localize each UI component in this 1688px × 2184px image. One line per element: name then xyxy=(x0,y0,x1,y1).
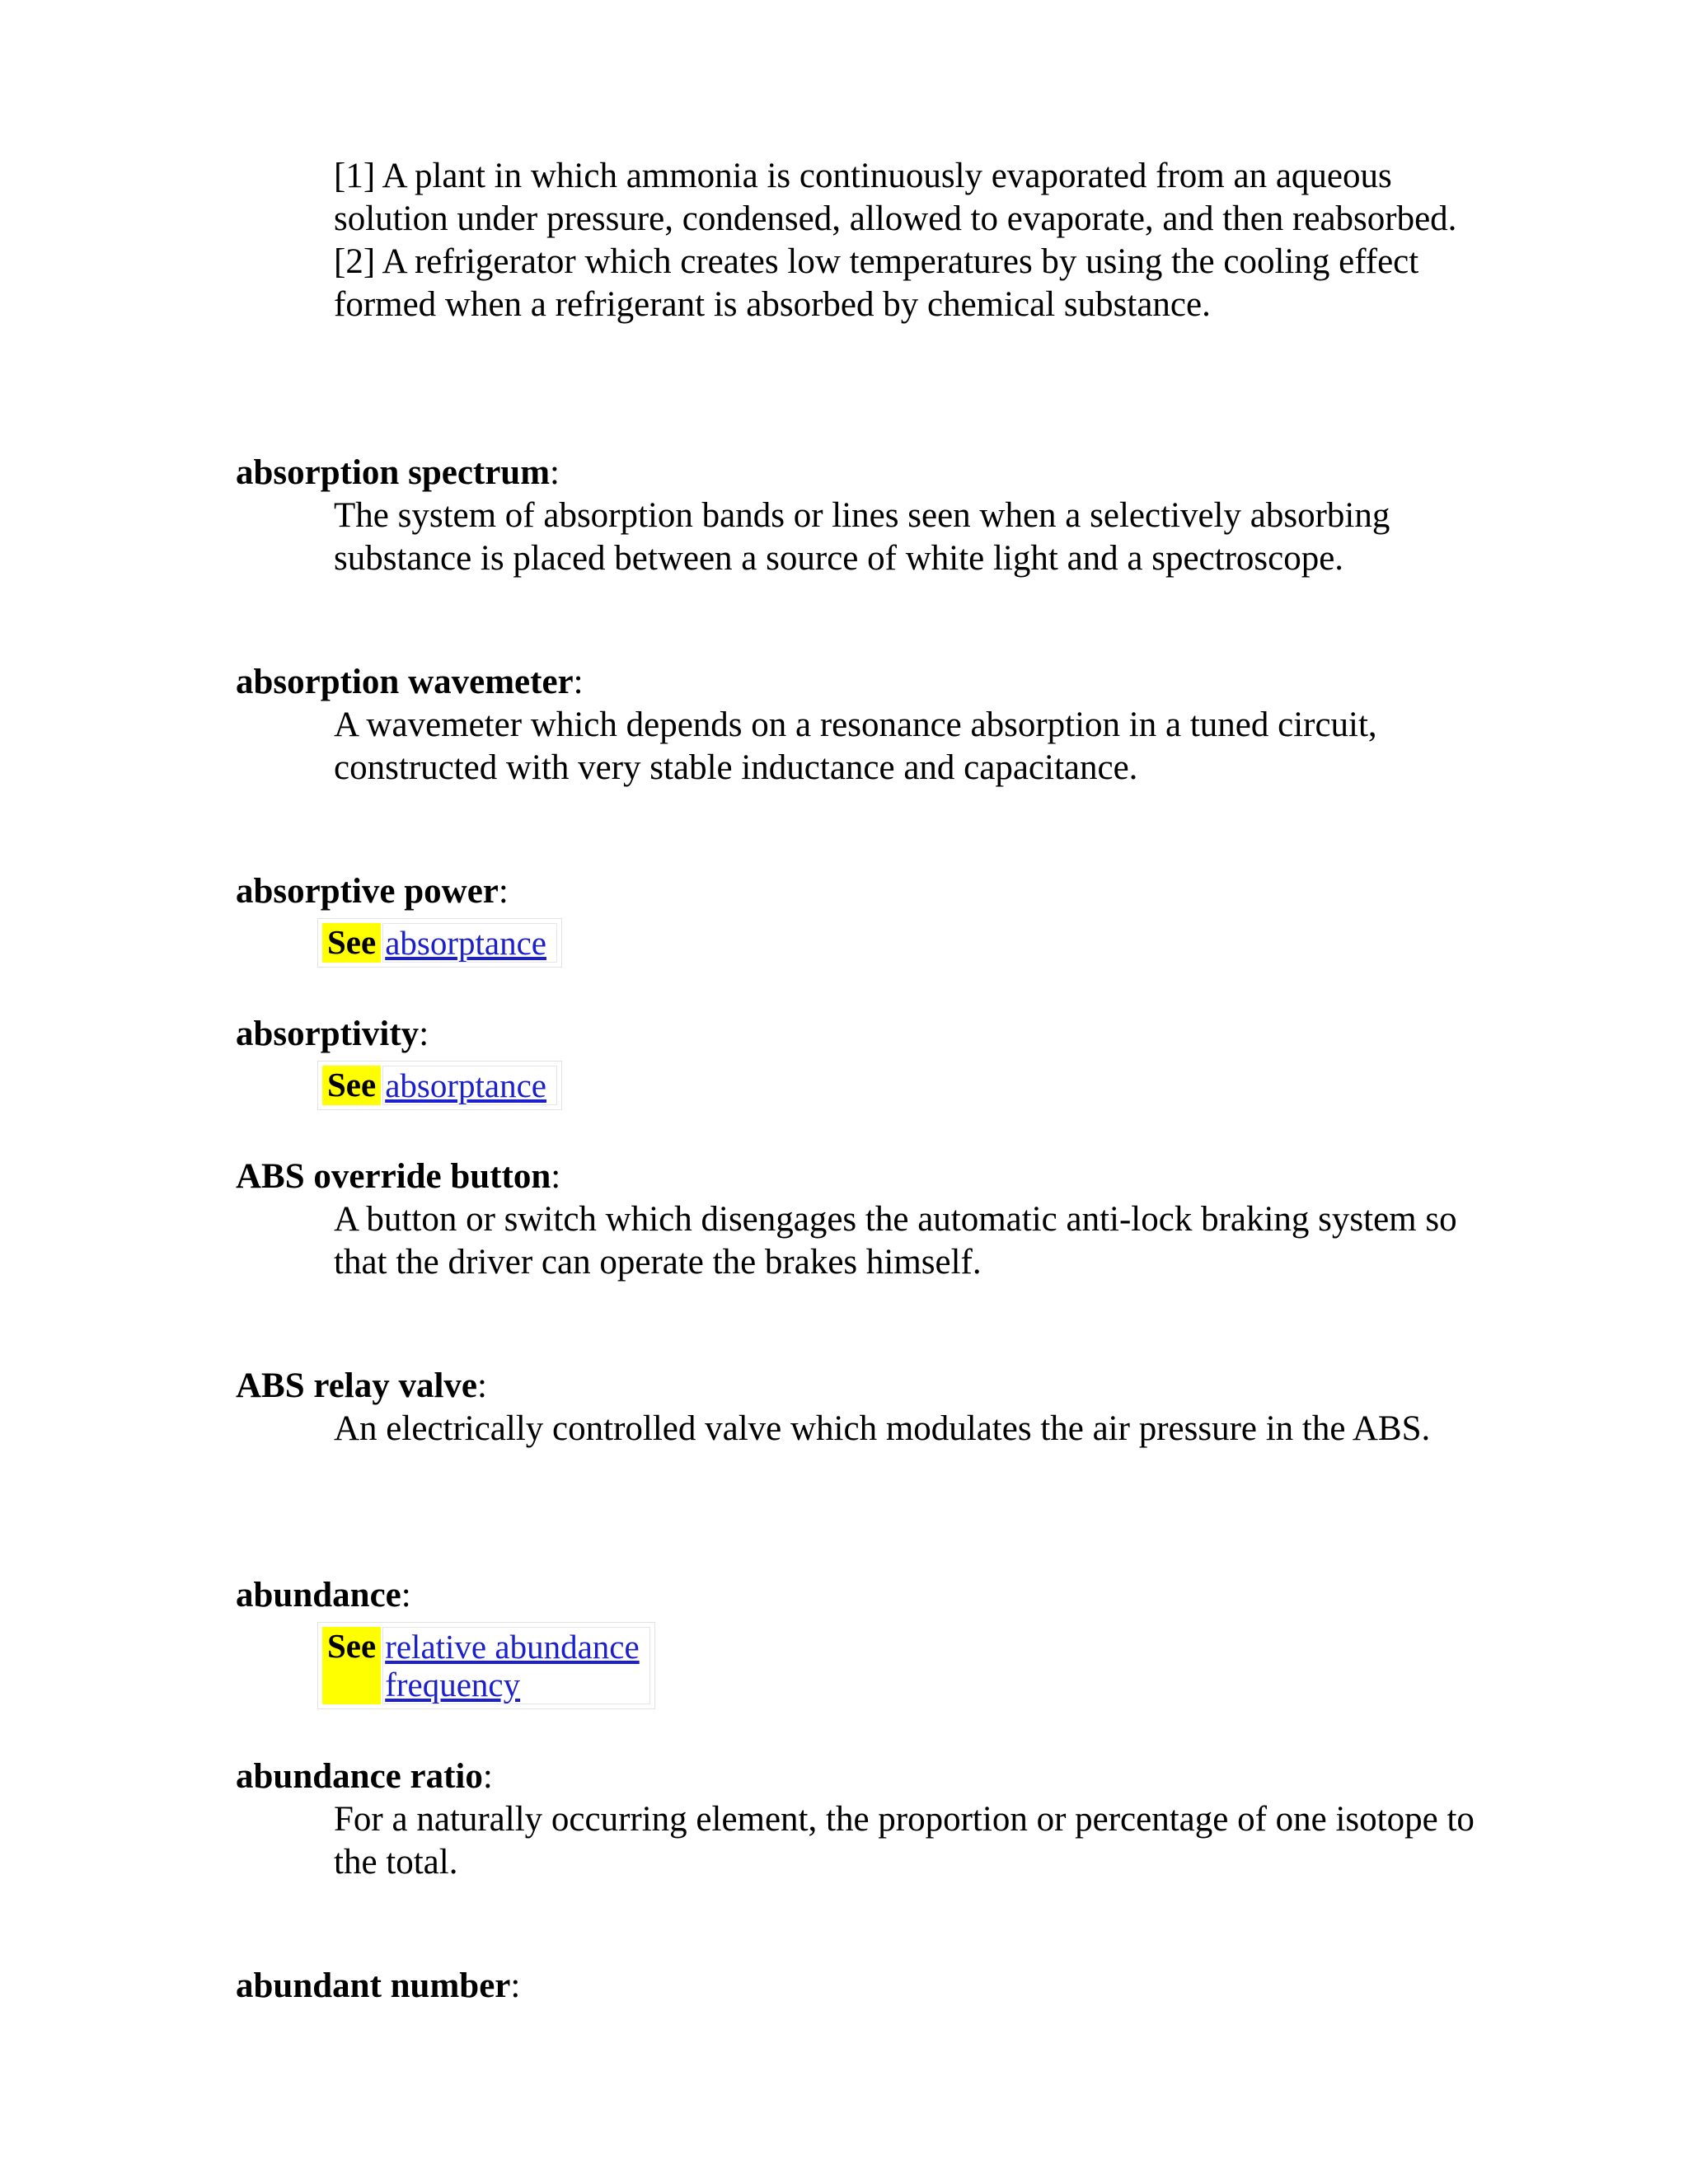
glossary-entry xyxy=(236,1965,1522,2008)
see-links xyxy=(382,1066,557,1105)
entry-term-line xyxy=(236,1965,1522,2008)
entry-term: absorption spectrum xyxy=(236,453,551,492)
entry-definition: A wavemeter which depends on a resonance absorption in a tuned circuit, constructed with very stable inductance and capacitance. xyxy=(334,705,1377,787)
glossary-entry xyxy=(236,1013,1522,1114)
entry-definition: The system of absorption bands or lines seen when a selectively absorbing substance is placed between a source of white light and a spectroscope. xyxy=(334,496,1390,578)
term-colon: : xyxy=(477,1366,487,1405)
entry-term: absorptive power xyxy=(236,872,499,911)
term-colon: : xyxy=(573,663,584,701)
see-also-table xyxy=(321,921,559,964)
term-colon: : xyxy=(482,1757,493,1796)
entry-definition: An electrically controlled valve which modulates the air pressure in the ABS. xyxy=(334,1409,1431,1448)
entry-term: ABS relay valve xyxy=(236,1366,478,1405)
entry-term: absorption wavemeter xyxy=(236,663,574,701)
term-colon: : xyxy=(550,453,560,492)
see-label: See xyxy=(322,1066,381,1105)
entry-term: abundance ratio xyxy=(236,1757,483,1796)
glossary-entry xyxy=(236,870,1522,972)
term-colon: : xyxy=(498,872,509,911)
see-label: See xyxy=(322,923,381,963)
see-also-table xyxy=(321,1625,652,1706)
definition-sense-2: [2] A refrigerator which creates low temperatures by using the cooling effect formed when a refrigerant is absorbed by chemical substance. xyxy=(334,242,1419,324)
entry-term: absorptivity xyxy=(236,1015,420,1053)
glossary-entry xyxy=(236,1365,1522,1451)
entry-term: ABS override button xyxy=(236,1157,551,1196)
term-colon: : xyxy=(401,1576,411,1615)
entry-definition: For a naturally occurring element, the proportion or percentage of one isotope to the total. xyxy=(334,1800,1475,1882)
term-colon: : xyxy=(510,1966,521,2005)
see-link-absorptance[interactable]: absorptance xyxy=(385,924,546,962)
glossary-entry xyxy=(236,1155,1522,1284)
entry-term-line xyxy=(236,1365,1522,1408)
entry-term-line xyxy=(236,1755,1522,1798)
see-link-relative-abundance[interactable]: relative abundance xyxy=(385,1628,640,1666)
entry-term-line xyxy=(236,1013,1522,1056)
entry-term-line xyxy=(236,1155,1522,1198)
see-also-box xyxy=(317,1061,562,1110)
glossary-entry xyxy=(236,452,1522,580)
definition-sense-1: [1] A plant in which ammonia is continuously evaporated from an aqueous solution under pressure, condensed, allowed to evaporate, and then reabsorbed. xyxy=(334,157,1457,238)
see-also-box xyxy=(317,1622,655,1709)
see-links xyxy=(382,1627,649,1704)
term-colon: : xyxy=(419,1015,429,1053)
see-label: See xyxy=(322,1627,381,1704)
see-also-table xyxy=(321,1064,559,1107)
term-colon: : xyxy=(551,1157,561,1196)
entry-term-line xyxy=(236,661,1522,704)
entry-term-line xyxy=(236,870,1522,913)
glossary-entry xyxy=(236,1755,1522,1884)
entry-term: abundance xyxy=(236,1576,401,1615)
see-link-frequency[interactable]: frequency xyxy=(385,1666,521,1704)
see-link-absorptance[interactable]: absorptance xyxy=(385,1066,546,1104)
entry-term-line xyxy=(236,1574,1522,1617)
glossary-entry xyxy=(236,661,1522,790)
entry-definition: A button or switch which disengages the automatic anti-lock braking system so that the driver can operate the brakes himself. xyxy=(334,1200,1457,1282)
see-also-box xyxy=(317,918,562,968)
glossary-entry xyxy=(236,1574,1522,1713)
definition-continued xyxy=(334,155,1504,326)
see-links xyxy=(382,923,557,963)
entry-term-line xyxy=(236,452,1522,494)
entry-term: abundant number xyxy=(236,1966,511,2005)
